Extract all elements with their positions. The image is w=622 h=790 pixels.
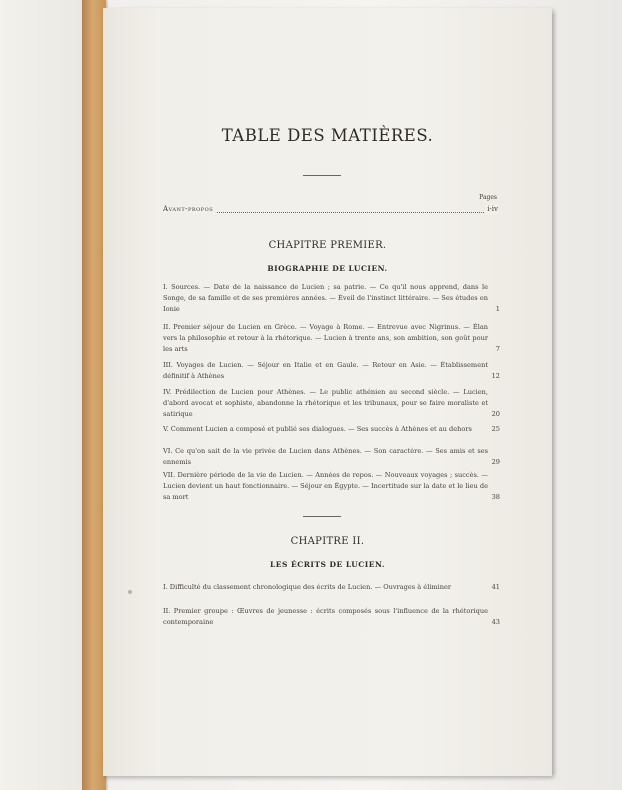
toc-entry-page: 43 xyxy=(491,617,500,626)
pages-column-label: Pages xyxy=(479,194,497,201)
toc-entry-page: 41 xyxy=(491,583,500,591)
avant-propos-label: Avant-propos xyxy=(163,205,216,213)
toc-entry-page: 12 xyxy=(491,371,500,380)
toc-entry xyxy=(163,582,498,593)
chapter1-title: CHAPITRE PREMIER. xyxy=(268,240,387,251)
chapter2-subtitle: LES ÉCRITS DE LUCIEN. xyxy=(270,560,385,569)
toc-entry-page: 25 xyxy=(491,425,500,433)
book-page xyxy=(103,8,552,776)
toc-entry-page: 7 xyxy=(495,344,500,353)
chapter-rule xyxy=(303,516,341,517)
paper-stain xyxy=(128,590,132,594)
toc-entry xyxy=(163,424,498,435)
toc-entry-text: II. Premier séjour de Lucien en Grèce. — Voyage à Rome. — Entrevue avec Nigrinus. — Élan vers la philosophie et retour à la rhétorique. — Lucien à trente ans, son ambition, son goût pour les arts xyxy=(163,323,488,353)
toc-entry-text: IV. Prédilection de Lucien pour Athènes. — Le public athénien au second siècle. — Lucien, d'abord avocat et sophiste, abandonne la rhétorique et les tribunaux, pour se faire moraliste et satirique xyxy=(163,388,488,418)
left-blank-leaf xyxy=(0,0,83,790)
title-rule xyxy=(303,175,341,176)
toc-entry-page: 20 xyxy=(491,409,500,418)
toc-entry xyxy=(163,282,498,314)
avant-propos-row xyxy=(163,204,498,215)
toc-entry-page: 1 xyxy=(495,304,500,313)
page-title: TABLE DES MATIÈRES. xyxy=(221,126,434,145)
toc-entry-text: III. Voyages de Lucien. — Séjour en Italie et en Gaule. — Retour en Asie. — Établissement définitif à Athènes xyxy=(163,361,488,380)
chapter1-subtitle: BIOGRAPHIE DE LUCIEN. xyxy=(267,264,388,273)
chapter2-title: CHAPITRE II. xyxy=(290,536,365,547)
page-content xyxy=(103,8,552,776)
toc-entry-text: VI. Ce qu'on sait de la vie privée de Lucien dans Athènes. — Son caractère. — Ses amis et ses ennemis xyxy=(163,447,488,466)
avant-propos-pages: i-iv xyxy=(487,205,498,213)
toc-entry xyxy=(163,446,498,468)
toc-entry-text: I. Difficulté du classement chronologique des écrits de Lucien. — Ouvrages à éliminer xyxy=(163,583,452,591)
toc-entry-text: V. Comment Lucien a composé et publié ses dialogues. — Ses succès à Athènes et au dehors xyxy=(163,425,472,433)
toc-entry xyxy=(163,387,498,419)
toc-entry xyxy=(163,606,498,628)
toc-entry xyxy=(163,360,498,382)
toc-entry-page: 29 xyxy=(491,457,500,466)
toc-entry xyxy=(163,470,498,502)
toc-entry-page: 38 xyxy=(491,492,500,501)
toc-entry-text: II. Premier groupe : Œuvres de jeunesse : écrits composés sous l'influence de la rhétorique contemporaine xyxy=(163,607,488,626)
toc-entry xyxy=(163,322,498,354)
toc-entry-text: VII. Dernière période de la vie de Lucien. — Années de repos. — Nouveaux voyages ; succès. — Lucien devient un haut fonctionnaire. — Séjour en Égypte. — Incertitude sur la date et le lieu de sa mort xyxy=(163,471,488,501)
toc-entry-text: I. Sources. — Date de la naissance de Lucien ; sa patrie. — Ce qu'il nous apprend, dans le Songe, de sa famille et de ses premières années. — Éveil de l'instinct littéraire. — Ses études en Ionie xyxy=(163,283,488,313)
